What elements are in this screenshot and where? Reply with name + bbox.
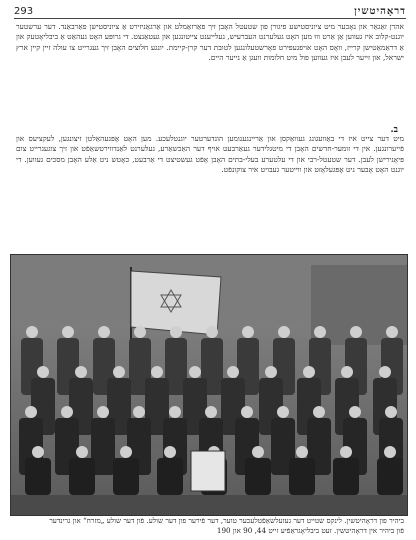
person-head [277, 406, 289, 418]
header-rule [14, 18, 406, 19]
person-head [242, 326, 254, 338]
person-head [61, 406, 73, 418]
person-body [245, 458, 271, 495]
page-header [14, 4, 406, 18]
person-body [25, 458, 51, 495]
person-head [98, 326, 110, 338]
person-head [120, 446, 132, 458]
person-head [241, 406, 253, 418]
person-body [113, 458, 139, 495]
person-head [278, 326, 290, 338]
person-head [303, 366, 315, 378]
person-body [157, 458, 183, 495]
person-head [313, 406, 325, 418]
caption-line-1: ביהיר פון דראָהיטשין. לינקס שטייט דער געזעלשאַפֿטלעכער טוער, דער פֿירער פון דער שולע. פֿון דער שולע „מזרח“ און גרינדער [49, 516, 404, 525]
person-head [265, 366, 277, 378]
person-head [169, 406, 181, 418]
body-text-block-1: אהרן זאַגאַר און נאָכער מיט ציוניסטישע פיגורן פון שטעטל האָבן זיך פאַרזאַמלט און אַרגאַניזירט אַ ציוניסטישן פאַרבאַנד. דער ערשטער יוגנט-קלוב איז געווען אַן אַרט וווּ מען האָט געלערנט העברעיש, געלייענט צייטונגען און געטאַנצט. די גרופּע האָט געהאַט אַ ביבליאָטעק און אַ דראַמאַטישן קרייז, וואָס האָט אויפגעפירט פאָרשטעלונגען לטובת דער קרן-קיימת. יונגע חלוצים האָבן זיך געגרייט צו עולה זיין קיין ארץ ישראל, און זייער לעבן איז געווען פול מיט חלומות וועגן אַ נייער היים. [16, 22, 404, 63]
sign-board [191, 451, 225, 491]
group-photo [10, 254, 408, 516]
person-head [386, 326, 398, 338]
person-head [32, 446, 44, 458]
person-head [384, 446, 396, 458]
person-head [227, 366, 239, 378]
person-head [205, 406, 217, 418]
person-head [379, 366, 391, 378]
body-text-block-2: מיט דער צייט איז די באַוועגונג געוואַקסן און אַריינגענומען הונדערטער יוגנטלעכע. מען האָט אָפּגעהאַלטן זיצונגען, לעקציעס און פֿייערונגען. אין די זומער-חדשים האָבן די מיטגלידער געאַרבעט אויף דער האַכשאַרע, געלערנט לאַנדווירטשאַפֿט און זיך צוגעגרייט צום פּיאָנירישן לעבן. דער שטעטל-רבי און די עלטערע בעלי-בתים האָבן אָפֿט געשטיצט די אַרבעט, כאָטש ניט אַלע האָבן מסכים געווען. די יוגנט האָט אָבער ניט אָפּגעלאָזט און ווייטער געבויט איר צוקונפֿט. [16, 134, 404, 175]
running-title: דראָהיטשין [354, 5, 406, 17]
person-head [189, 366, 201, 378]
person-head [26, 326, 38, 338]
person-head [206, 326, 218, 338]
person-head [113, 366, 125, 378]
person-head [385, 406, 397, 418]
person-head [97, 406, 109, 418]
person-head [134, 326, 146, 338]
page-number: 293 [14, 5, 34, 17]
person-head [252, 446, 264, 458]
person-head [341, 366, 353, 378]
person-head [350, 326, 362, 338]
person-body [377, 458, 403, 495]
section-mark: ב. [390, 125, 398, 135]
person-body [69, 458, 95, 495]
person-head [349, 406, 361, 418]
person-head [314, 326, 326, 338]
person-head [164, 446, 176, 458]
person-body [289, 458, 315, 495]
person-head [133, 406, 145, 418]
person-head [25, 406, 37, 418]
photo-caption [16, 516, 404, 538]
caption-line-2: פֿון ביהיר אין דראָהיטשין. זעט ביבליאָגראַפֿיע זייט 44, 90 און 190 [216, 526, 404, 535]
person-head [37, 366, 49, 378]
person-head [76, 446, 88, 458]
person-head [151, 366, 163, 378]
person-body [333, 458, 359, 495]
person-head [170, 326, 182, 338]
person-head [75, 366, 87, 378]
person-head [296, 446, 308, 458]
person-head [62, 326, 74, 338]
person-head [340, 446, 352, 458]
